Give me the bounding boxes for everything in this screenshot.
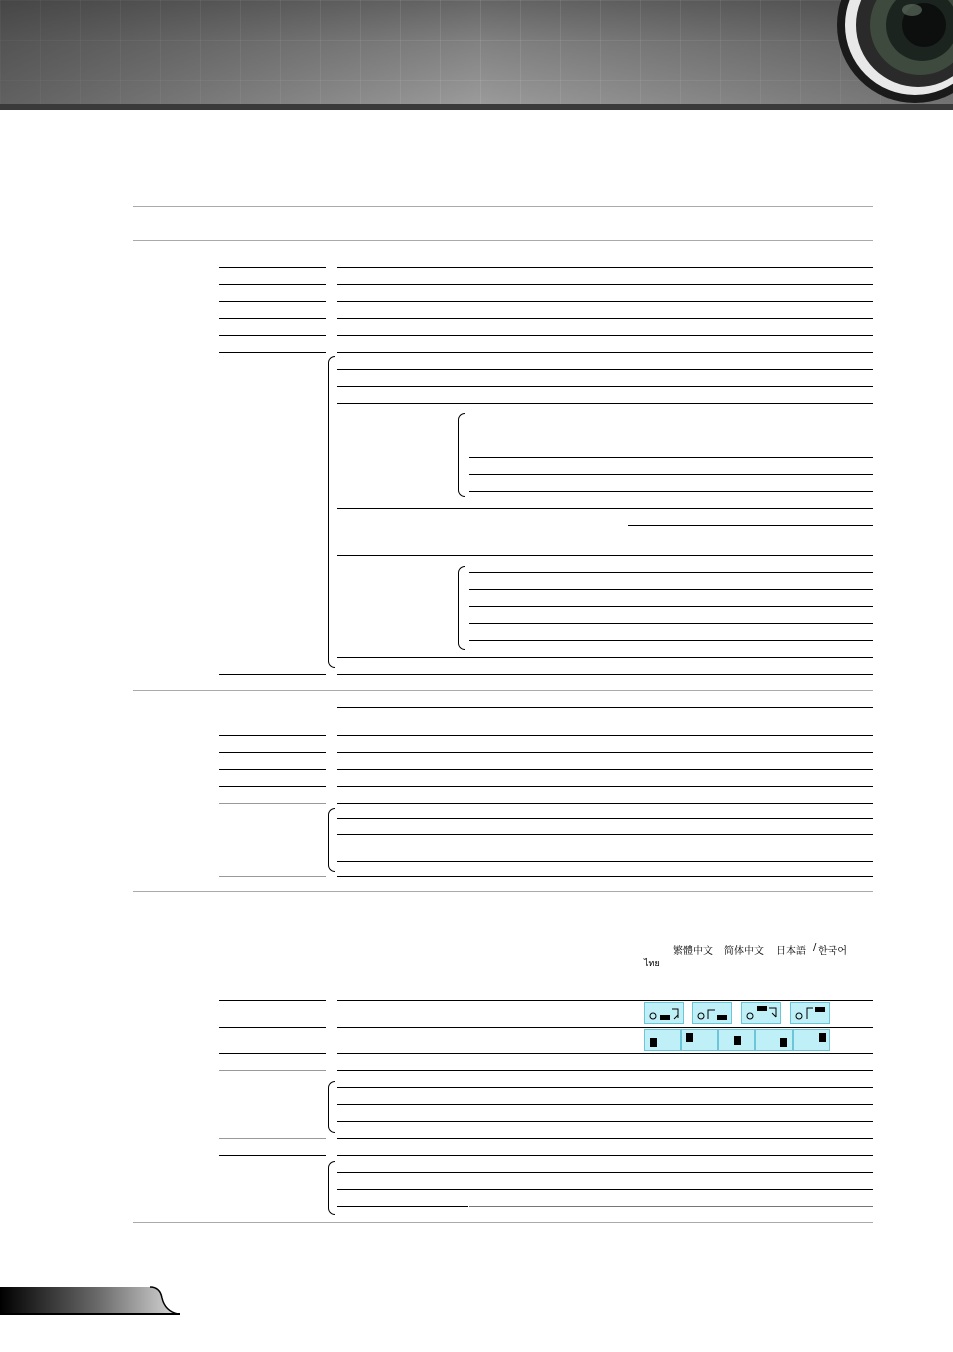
setting-rule: [337, 1155, 873, 1156]
menu-rule: [219, 284, 326, 285]
language-option-traditional-chinese: 繁體中文: [673, 946, 713, 957]
setting-rule: [337, 1053, 873, 1054]
setting-rule: [469, 1206, 873, 1207]
group-brace: [328, 1081, 335, 1133]
menu-rule: [219, 786, 326, 787]
setting-rule: [337, 657, 873, 658]
section-divider: [133, 1222, 873, 1223]
menu-rule: [219, 1155, 326, 1156]
menu-rule: [219, 876, 326, 877]
setting-rule: [337, 386, 873, 387]
setting-rule: [337, 508, 873, 509]
center-icon: [718, 1029, 755, 1051]
menu-rule: [219, 752, 326, 753]
menu-rule: [219, 735, 326, 736]
setting-rule: [337, 335, 873, 336]
setting-rule: [469, 474, 873, 475]
bottom-right-icon: [793, 1029, 830, 1051]
setting-rule: [337, 555, 873, 556]
top-left-icon: [644, 1029, 681, 1051]
setting-rule: [337, 769, 873, 770]
menu-rule: [219, 769, 326, 770]
language-option-korean: 한국어: [818, 946, 847, 957]
setting-rule: [337, 267, 873, 268]
setting-rule: [337, 318, 873, 319]
menu-rule: [219, 267, 326, 268]
setting-rule: [337, 1206, 468, 1207]
setting-rule: [337, 1104, 873, 1105]
setting-rule: [469, 491, 873, 492]
menu-rule: [219, 1027, 326, 1028]
menu-rule: [219, 318, 326, 319]
setting-rule: [337, 834, 873, 835]
top-right-icon: [681, 1029, 718, 1051]
header-shade: [0, 0, 953, 110]
setting-rule: [337, 818, 873, 819]
setting-rule: [337, 1000, 873, 1001]
setting-rule: [469, 623, 873, 624]
menu-rule: [219, 352, 326, 353]
setting-rule: [337, 1121, 873, 1122]
header-banner: [0, 0, 953, 110]
section-divider: [133, 891, 873, 892]
projector-lens-icon: [820, 0, 953, 110]
setting-rule: [337, 284, 873, 285]
section-divider: [133, 240, 873, 241]
setting-rule: [337, 1172, 873, 1173]
language-option-simplified-chinese: 简体中文: [724, 946, 764, 957]
setting-rule: [337, 1189, 873, 1190]
menu-rule: [219, 803, 326, 804]
section-divider: [133, 206, 873, 207]
front-ceiling-icon: [741, 1002, 781, 1024]
setting-rule: [337, 803, 873, 804]
menu-rule: [219, 335, 326, 336]
setting-rule: [337, 1138, 873, 1139]
setting-rule: [337, 1027, 873, 1028]
page-number-tab: [0, 1284, 180, 1316]
setting-rule: [337, 1087, 873, 1088]
setting-rule: [469, 572, 873, 573]
setting-rule: [337, 861, 873, 862]
group-brace: [458, 566, 465, 650]
section-divider: [133, 690, 873, 691]
menu-rule: [219, 301, 326, 302]
setting-rule: [337, 369, 873, 370]
setting-rule: [337, 752, 873, 753]
setting-rule: [337, 301, 873, 302]
setting-rule: [469, 606, 873, 607]
group-brace: [328, 808, 335, 872]
menu-rule: [219, 1070, 326, 1071]
setting-rule: [469, 457, 873, 458]
setting-rule: [337, 1070, 873, 1071]
bottom-left-icon: [755, 1029, 793, 1051]
front-desktop-icon: [644, 1002, 684, 1024]
setting-rule: [337, 735, 873, 736]
setting-rule: [628, 525, 873, 526]
setting-rule: [469, 589, 873, 590]
group-brace: [328, 1161, 335, 1215]
menu-rule: [219, 1053, 326, 1054]
setting-rule: [337, 786, 873, 787]
rear-desktop-icon: [692, 1002, 732, 1024]
setting-rule: [337, 707, 873, 708]
setting-rule: [337, 352, 873, 353]
group-brace: [328, 356, 335, 668]
menu-rule: [219, 1000, 326, 1001]
language-separator: /: [813, 942, 817, 953]
setting-rule: [337, 403, 873, 404]
language-option-japanese: 日本語: [776, 946, 806, 957]
menu-rule: [219, 1138, 326, 1139]
setting-rule: [337, 674, 873, 675]
setting-rule: [337, 876, 873, 877]
setting-rule: [469, 640, 873, 641]
header-bottom-edge: [0, 104, 953, 110]
menu-rule: [219, 674, 326, 675]
group-brace: [458, 413, 465, 497]
language-option-thai: ไทย: [644, 959, 660, 969]
rear-ceiling-icon: [790, 1002, 830, 1024]
